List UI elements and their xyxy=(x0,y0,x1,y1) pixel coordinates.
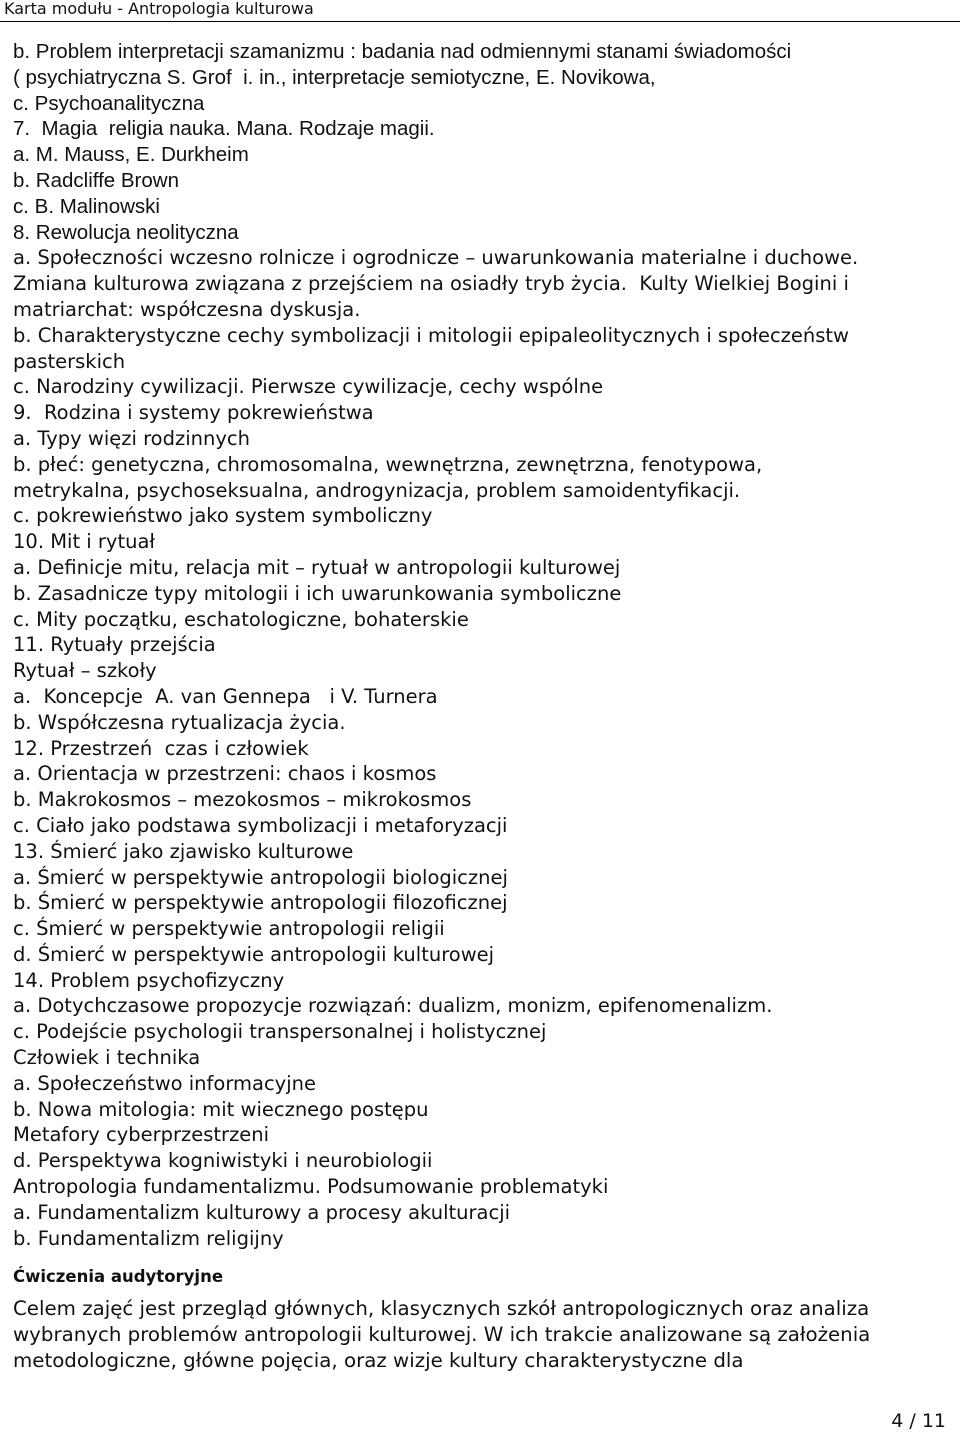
syllabus-line: 14. Problem psychofizyczny xyxy=(13,968,285,992)
syllabus-line: b. płeć: genetyczna, chromosomalna, wewnętrzna, zewnętrzna, fenotypowa, xyxy=(13,452,763,476)
syllabus-line: b. Śmierć w perspektywie antropologii filozoficznej xyxy=(13,891,508,915)
syllabus-line: b. Makrokosmos – mezokosmos – mikrokosmos xyxy=(13,788,472,812)
syllabus-line: a. Typy więzi rodzinnych xyxy=(13,426,250,450)
syllabus-line: c. Narodziny cywilizacji. Pierwsze cywilizacje, cechy wspólne xyxy=(13,375,604,399)
header-divider xyxy=(0,21,960,22)
syllabus-line: 10. Mit i rytuał xyxy=(13,530,155,554)
paragraph-line: metodologiczne, główne pojęcia, oraz wizje kultury charakterystyczne dla xyxy=(13,1348,744,1372)
syllabus-line: a. Fundamentalizm kulturowy a procesy akulturacji xyxy=(13,1200,511,1224)
syllabus-line: a. Koncepcje A. van Gennepa i V. Turnera xyxy=(13,684,438,708)
section-heading: Ćwiczenia audytoryjne xyxy=(13,1267,224,1286)
syllabus-line: pasterskich xyxy=(13,349,126,373)
syllabus-line: b. Współczesna rytualizacja życia. xyxy=(13,710,346,734)
syllabus-line: c. Podejście psychologii transpersonalnej i holistycznej xyxy=(13,1020,547,1044)
section-paragraph xyxy=(13,1296,953,1373)
syllabus-line: b. Nowa mitologia: mit wiecznego postępu xyxy=(13,1097,429,1121)
syllabus-line: Zmiana kulturowa związana z przejściem na osiadły tryb życia. Kulty Wielkiej Bogini i xyxy=(13,272,849,296)
document-title: Karta modułu - Antropologia kulturowa xyxy=(4,0,314,18)
syllabus-line: 13. Śmierć jako zjawisko kulturowe xyxy=(13,839,354,863)
syllabus-line: b. Charakterystyczne cechy symbolizacji i mitologii epipaleolitycznych i społeczeństw xyxy=(13,323,850,347)
syllabus-line: Metafory cyberprzestrzeni xyxy=(13,1123,270,1147)
syllabus-line: a. Definicje mitu, relacja mit – rytuał w antropologii kulturowej xyxy=(13,555,621,579)
paragraph-line: Celem zajęć jest przegląd głównych, klasycznych szkół antropologicznych oraz analiza xyxy=(13,1297,870,1320)
syllabus-line: a. Społeczności wczesno rolnicze i ogrodnicze – uwarunkowania materialne i duchowe. xyxy=(13,246,859,270)
syllabus-line: a. Dotychczasowe propozycje rozwiązań: dualizm, monizm, epifenomenalizm. xyxy=(13,994,773,1018)
syllabus-line: a. Orientacja w przestrzeni: chaos i kosmos xyxy=(13,762,437,786)
paragraph-line: wybranych problemów antropologii kulturowej. W ich trakcie analizowane są założenia xyxy=(13,1322,871,1346)
syllabus-line: b. Fundamentalizm religijny xyxy=(13,1226,284,1250)
syllabus-line: b. Zasadnicze typy mitologii i ich uwarunkowania symboliczne xyxy=(13,581,622,605)
syllabus-line: 11. Rytuały przejścia xyxy=(13,633,216,657)
syllabus-line: d. Perspektywa kogniwistyki i neurobiologii xyxy=(13,1149,433,1173)
syllabus-line: Antropologia fundamentalizmu. Podsumowanie problematyki xyxy=(13,1175,609,1199)
syllabus-line: c. Psychoanalityczna xyxy=(13,91,205,115)
syllabus-line: metrykalna, psychoseksualna, androgynizacja, problem samoidentyfikacji. xyxy=(13,478,741,502)
syllabus-line: 9. Rodzina i systemy pokrewieństwa xyxy=(13,401,374,425)
syllabus-line: d. Śmierć w perspektywie antropologii kulturowej xyxy=(13,942,495,966)
syllabus-line: c. Ciało jako podstawa symbolizacji i metaforyzacji xyxy=(13,813,508,837)
syllabus-line: c. pokrewieństwo jako system symboliczny xyxy=(13,504,433,528)
syllabus-line: b. Problem interpretacji szamanizmu : badania nad odmiennymi stanami świadomości xyxy=(13,40,792,63)
syllabus-line: 8. Rewolucja neolityczna xyxy=(13,220,239,244)
syllabus-line: 12. Przestrzeń czas i człowiek xyxy=(13,736,309,760)
syllabus-line: ( psychiatryczna S. Grof i. in., interpretacje semiotyczne, E. Novikowa, xyxy=(13,65,656,89)
syllabus-line: matriarchat: współczesna dyskusja. xyxy=(13,297,361,321)
syllabus-line: b. Radcliffe Brown xyxy=(13,168,179,192)
syllabus-line: 7. Magia religia nauka. Mana. Rodzaje magii. xyxy=(13,117,435,141)
syllabus-line: Człowiek i technika xyxy=(13,1046,201,1070)
syllabus-line: a. Społeczeństwo informacyjne xyxy=(13,1071,316,1095)
page-header xyxy=(0,0,960,22)
page-number: 4 / 11 xyxy=(891,1410,946,1432)
syllabus-line: Rytuał – szkoły xyxy=(13,659,157,683)
syllabus-list xyxy=(13,39,948,1251)
syllabus-line: a. M. Mauss, E. Durkheim xyxy=(13,143,249,167)
syllabus-line: c. Mity początku, eschatologiczne, bohaterskie xyxy=(13,607,469,631)
document-body xyxy=(13,39,948,1251)
syllabus-line: c. Śmierć w perspektywie antropologii religii xyxy=(13,917,445,941)
syllabus-line: c. B. Malinowski xyxy=(13,194,160,218)
syllabus-line: a. Śmierć w perspektywie antropologii biologicznej xyxy=(13,865,508,889)
